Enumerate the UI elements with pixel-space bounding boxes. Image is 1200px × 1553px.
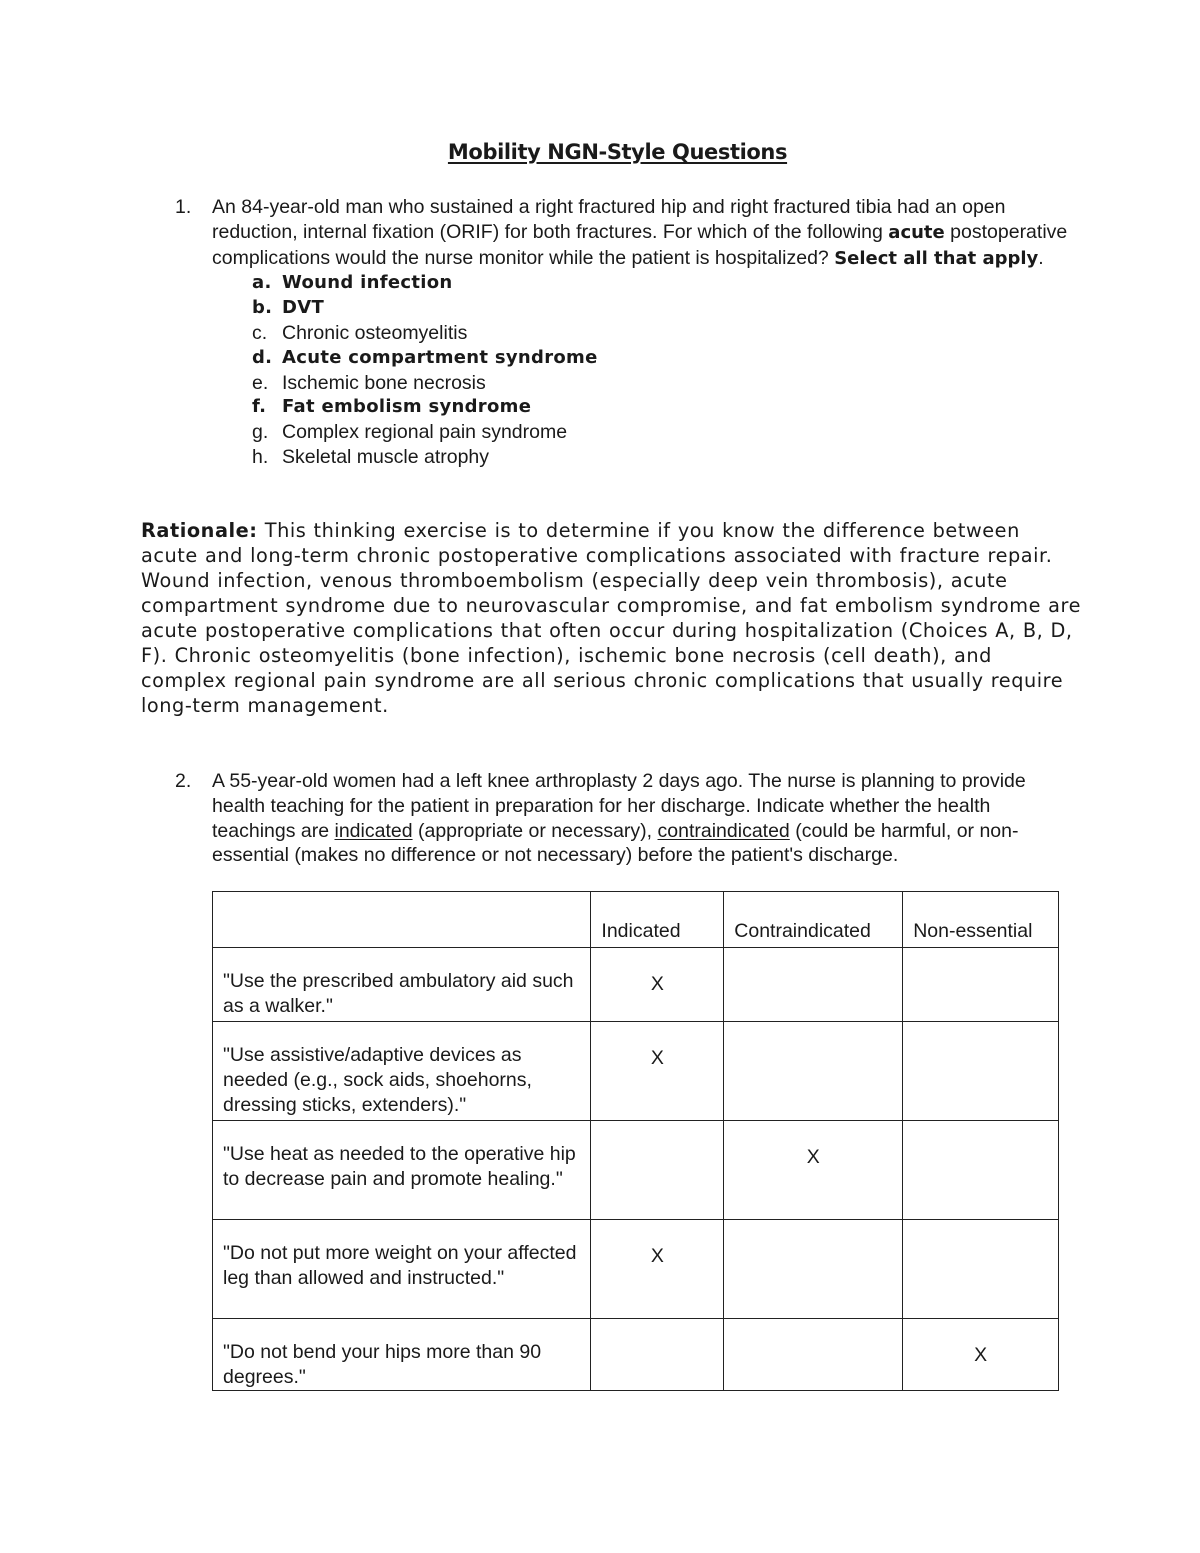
instruction: Select all that apply bbox=[834, 247, 1039, 269]
mark-indicated bbox=[591, 1121, 724, 1220]
mark-indicated: X bbox=[591, 1220, 724, 1319]
option-f: f. Fat embolism syndrome bbox=[252, 396, 532, 418]
answer-options bbox=[252, 271, 1070, 469]
term-indicated: indicated bbox=[334, 819, 413, 842]
option-b: b. DVT bbox=[252, 297, 325, 319]
mark-indicated bbox=[591, 1319, 724, 1391]
mark-contraindicated bbox=[724, 1319, 903, 1391]
question-stem: A 55-year-old women had a left knee arthroplasty 2 days ago. The nurse is planning to provide health teaching for the patient in preparation for her discharge. Indicate whether the health teachings are indicated (appropriate or necessary), contraindicated (could be harmful, or non-essential (makes no difference or not necessary) before the patient's discharge. bbox=[212, 770, 1026, 867]
header-indicated: Indicated bbox=[591, 892, 724, 948]
question-number: 2. bbox=[175, 770, 192, 792]
option-g: g. Complex regional pain syndrome bbox=[252, 421, 568, 444]
option-h: h. Skeletal muscle atrophy bbox=[252, 445, 490, 468]
mark-contraindicated bbox=[724, 1022, 903, 1121]
table-row bbox=[213, 1022, 1059, 1121]
header-blank bbox=[213, 892, 591, 948]
option-a: a. Wound infection bbox=[252, 272, 453, 294]
rationale-label: Rationale: bbox=[141, 519, 258, 542]
mark-non-essential bbox=[903, 948, 1059, 1022]
question-2 bbox=[175, 769, 1070, 868]
table-row bbox=[213, 1319, 1059, 1391]
mark-contraindicated: X bbox=[724, 1121, 903, 1220]
mark-non-essential: X bbox=[903, 1319, 1059, 1391]
mark-non-essential bbox=[903, 1022, 1059, 1121]
table-row bbox=[213, 1220, 1059, 1319]
mark-indicated: X bbox=[591, 1022, 724, 1121]
mark-contraindicated bbox=[724, 948, 903, 1022]
mark-non-essential bbox=[903, 1220, 1059, 1319]
option-d: d. Acute compartment syndrome bbox=[252, 346, 598, 368]
table-header-row bbox=[213, 892, 1059, 948]
emphasis-acute: acute bbox=[888, 221, 945, 243]
question-stem: An 84-year-old man who sustained a right fractured hip and right fractured tibia had an open reduction, internal fixation (ORIF) for both fractures. For which of the following acute postoperative complications would the nurse monitor while the patient is hospitalized? Select all that apply. bbox=[212, 196, 1068, 269]
header-non-essential: Non-essential bbox=[903, 892, 1059, 948]
statement: "Do not bend your hips more than 90 degrees." bbox=[213, 1319, 591, 1391]
page-title: Mobility NGN-Style Questions bbox=[447, 140, 788, 164]
mark-non-essential bbox=[903, 1121, 1059, 1220]
option-c: c. Chronic osteomyelitis bbox=[252, 321, 468, 344]
rationale-text: This thinking exercise is to determine if you know the difference between acute and long-term chronic postoperative complications associated with fracture repair. Wound infection, venous thromboembolism (especially deep vein thrombosis), acute compartment syndrome due to neurovascular compromise, and fat embolism syndrome are acute postoperative complications that often occur during hospitalization (Choices A, B, D, F). Chronic osteomyelitis (bone infection), ischemic bone necrosis (cell death), and complex regional pain syndrome are all serious chronic complications that usually require long-term management. bbox=[141, 519, 1082, 717]
statement: "Use the prescribed ambulatory aid such as a walker." bbox=[213, 948, 591, 1022]
question-number: 1. bbox=[175, 196, 192, 218]
option-e: e. Ischemic bone necrosis bbox=[252, 371, 486, 394]
term-contraindicated: contraindicated bbox=[657, 819, 790, 842]
statement: "Use assistive/adaptive devices as needed (e.g., sock aids, shoehorns, dressing sticks, extenders)." bbox=[213, 1022, 591, 1121]
rationale bbox=[141, 518, 1081, 718]
mark-contraindicated bbox=[724, 1220, 903, 1319]
statement: "Do not put more weight on your affected leg than allowed and instructed." bbox=[213, 1220, 591, 1319]
table-row bbox=[213, 1121, 1059, 1220]
statement: "Use heat as needed to the operative hip to decrease pain and promote healing." bbox=[213, 1121, 591, 1220]
teaching-table bbox=[212, 891, 1059, 1391]
header-contraindicated: Contraindicated bbox=[724, 892, 903, 948]
table-row bbox=[213, 948, 1059, 1022]
mark-indicated: X bbox=[591, 948, 724, 1022]
question-1 bbox=[175, 195, 1070, 470]
